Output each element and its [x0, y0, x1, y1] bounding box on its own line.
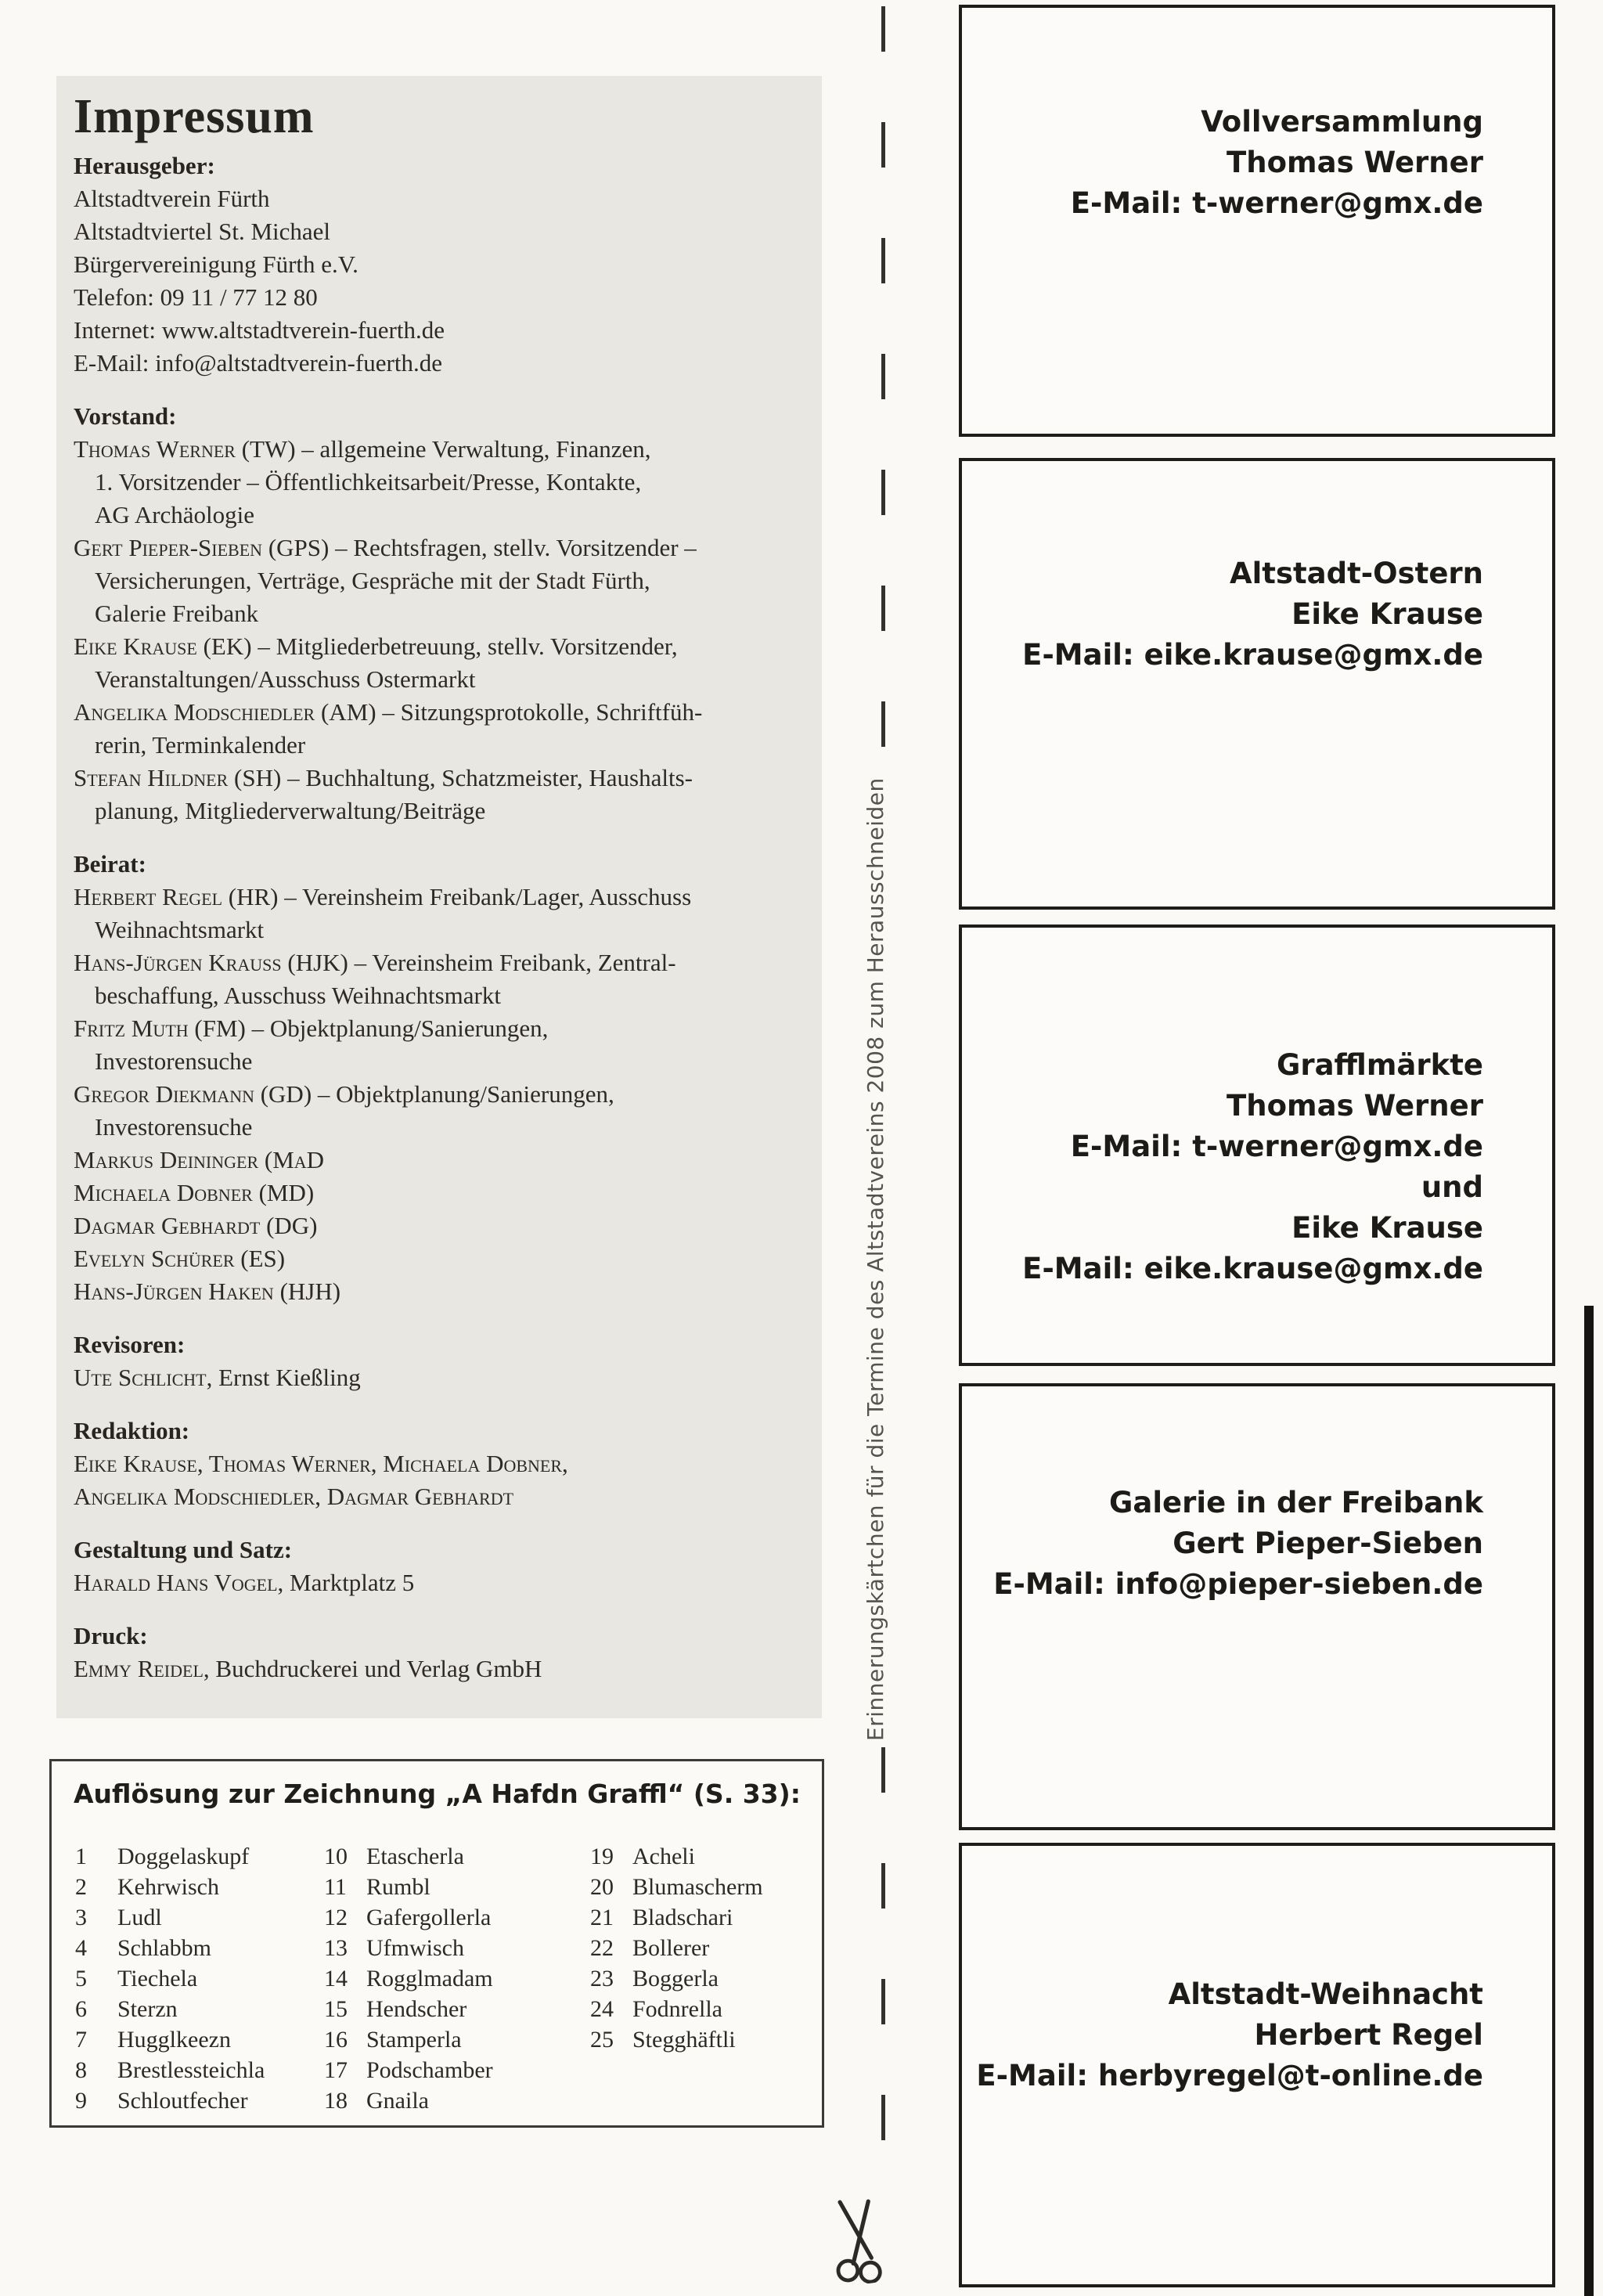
list-item: [75, 2024, 265, 2055]
section-heading: Druck:: [74, 1622, 148, 1650]
card-line: E-Mail: t-werner@gmx.de: [1070, 1130, 1483, 1163]
impressum-line: [74, 1111, 803, 1144]
text-run: Thomas Werner: [74, 435, 236, 463]
list-item: [75, 2055, 265, 2085]
text-run: Eike Krause, Thomas Werner, Michaela Dobner,: [74, 1450, 568, 1478]
event-card-altstadt-ostern: [959, 458, 1555, 910]
impressum-line: [74, 532, 803, 564]
text-run: (HJH): [273, 1278, 341, 1306]
text-run: Harald Hans Vogel: [74, 1569, 278, 1597]
impressum-line: [74, 1653, 803, 1685]
list-item: [75, 1963, 265, 1994]
list-item: [324, 2055, 493, 2085]
item-label: Gnaila: [366, 2088, 429, 2114]
impressum-line: [74, 1275, 803, 1308]
item-number: 20: [590, 1874, 614, 1900]
item-number: 14: [324, 1966, 348, 1991]
item-number: 16: [324, 2027, 348, 2053]
text-run: beschaffung, Ausschuss Weihnachtsmarkt: [95, 982, 501, 1010]
item-label: Hendscher: [366, 1996, 467, 2022]
impressum-line: [74, 314, 803, 347]
item-label: Hugglkeezn: [117, 2027, 231, 2053]
impressum-section: [74, 1534, 803, 1599]
text-run: (EK) – Mitgliederbetreuung, stellv. Vorsitzender,: [196, 633, 678, 661]
impressum-line: [74, 1209, 803, 1242]
card-line: E-Mail: info@pieper-sieben.de: [993, 1567, 1483, 1601]
text-run: Investorensuche: [95, 1047, 253, 1076]
cut-dashed-line-top: [881, 6, 885, 750]
item-label: Etascherla: [366, 1844, 464, 1869]
impressum-line: [74, 696, 803, 729]
list-item: [324, 2085, 493, 2116]
list-item: [324, 1872, 493, 1902]
item-number: 18: [324, 2088, 348, 2114]
card-text: [962, 8, 1552, 224]
item-number: 9: [75, 2088, 87, 2114]
card-line: Eike Krause: [1291, 1211, 1483, 1245]
card-line: Gert Pieper-Sieben: [1173, 1526, 1483, 1560]
section-heading: Vorstand:: [74, 402, 177, 431]
list-item: [324, 1933, 493, 1963]
item-label: Tiechela: [117, 1966, 198, 1991]
item-number: 17: [324, 2057, 348, 2083]
list-item: [75, 1872, 265, 1902]
item-label: Fodnrella: [632, 1996, 722, 2022]
list-item: [590, 1933, 763, 1963]
impressum-section: [74, 848, 803, 1308]
item-label: Rogglmadam: [366, 1966, 493, 1991]
list-item: [324, 2024, 493, 2055]
impressum-line: [74, 248, 803, 281]
impressum-section: [74, 1328, 803, 1394]
text-run: (HR) – Vereinsheim Freibank/Lager, Ausschuss: [222, 883, 692, 911]
text-run: (DG): [260, 1212, 318, 1240]
item-label: Stegghäftli: [632, 2027, 736, 2053]
impressum-line: [74, 729, 803, 762]
card-text: [962, 928, 1552, 1289]
impressum-line: [74, 762, 803, 795]
impressum-line: [74, 499, 803, 532]
text-run: , Buchdruckerei und Verlag GmbH: [203, 1655, 542, 1683]
text-run: rerin, Terminkalender: [95, 731, 306, 759]
text-run: , Marktplatz 5: [277, 1569, 415, 1597]
impressum-line: [74, 1144, 803, 1177]
text-run: Gert Pieper-Sieben: [74, 534, 263, 562]
card-line: Vollversammlung: [1201, 105, 1483, 139]
text-run: planung, Mitgliederverwaltung/Beiträge: [95, 797, 486, 825]
impressum-line: [74, 1012, 803, 1045]
item-label: Doggelaskupf: [117, 1844, 250, 1869]
text-run: Markus Deininger (MaD: [74, 1146, 325, 1174]
item-label: Kehrwisch: [117, 1874, 219, 1900]
card-text: [962, 1846, 1552, 2096]
list-item: [590, 1872, 763, 1902]
item-label: Ufmwisch: [366, 1935, 464, 1961]
text-run: AG Archäologie: [95, 501, 255, 529]
text-run: (FM) – Objektplanung/Sanierungen,: [188, 1015, 549, 1043]
card-line: E-Mail: herbyregel@t-online.de: [976, 2059, 1483, 2092]
item-number: 2: [75, 1874, 87, 1900]
list-item: [75, 1994, 265, 2024]
impressum-line: [74, 946, 803, 979]
text-run: Dagmar Gebhardt: [74, 1212, 261, 1240]
text-run: Angelika Modschiedler: [74, 698, 315, 726]
text-run: (HJK) – Vereinsheim Freibank, Zentral-: [281, 949, 676, 977]
item-number: 11: [324, 1874, 347, 1900]
section-heading: Gestaltung und Satz:: [74, 1536, 293, 1564]
item-label: Bollerer: [632, 1935, 710, 1961]
item-label: Bladschari: [632, 1905, 733, 1930]
text-run: Telefon: 09 11 / 77 12 80: [74, 283, 318, 312]
text-run: Versicherungen, Verträge, Gespräche mit der Stadt Fürth,: [95, 567, 650, 595]
item-number: 5: [75, 1966, 87, 1991]
cut-dashed-line-bottom: [881, 1747, 885, 2206]
impressum-line: [74, 881, 803, 914]
event-card-grafflmaerkte: [959, 925, 1555, 1366]
impressum-line: [74, 597, 803, 630]
item-label: Stamperla: [366, 2027, 462, 2053]
text-run: Herbert Regel: [74, 883, 223, 911]
text-run: (ES): [234, 1245, 286, 1273]
list-item: [324, 1841, 493, 1872]
impressum-line: [74, 914, 803, 946]
item-label: Gafergollerla: [366, 1905, 492, 1930]
impressum-line: [74, 433, 803, 466]
text-run: Gregor Diekmann: [74, 1080, 254, 1108]
impressum-line: [74, 215, 803, 248]
text-run: 1. Vorsitzender – Öffentlichkeitsarbeit/Presse, Kontakte,: [95, 468, 642, 496]
text-run: Galerie Freibank: [95, 600, 259, 628]
impressum-line: [74, 1566, 803, 1599]
item-number: 3: [75, 1905, 87, 1930]
impressum-line: [74, 182, 803, 215]
item-label: Sterzn: [117, 1996, 178, 2022]
impressum-line: [74, 1045, 803, 1078]
impressum-line: [74, 979, 803, 1012]
list-item: [324, 1963, 493, 1994]
page-title: Impressum: [74, 90, 315, 143]
impressum-line: [74, 630, 803, 663]
impressum-line: [74, 663, 803, 696]
impressum-sections: [74, 150, 803, 1685]
aufloesung-column-2: [324, 1841, 493, 2116]
text-run: Weihnachtsmarkt: [95, 916, 265, 944]
list-item: [75, 1841, 265, 1872]
card-text: [962, 461, 1552, 676]
item-label: Ludl: [117, 1905, 162, 1930]
item-number: 22: [590, 1935, 614, 1961]
text-run: (GPS) – Rechtsfragen, stellv. Vorsitzender –: [262, 534, 697, 562]
impressum-line: [74, 1242, 803, 1275]
item-label: Boggerla: [632, 1966, 719, 1991]
list-item: [75, 1902, 265, 1933]
list-item: [590, 1841, 763, 1872]
text-run: Hans-Jürgen Haken: [74, 1278, 274, 1306]
list-item: [324, 1994, 493, 2024]
impressum-line: [74, 1480, 803, 1513]
item-label: Brestlessteichla: [117, 2057, 265, 2083]
text-run: Fritz Muth: [74, 1015, 189, 1043]
item-number: 24: [590, 1996, 614, 2022]
list-item: [75, 2085, 265, 2116]
card-line: E-Mail: eike.krause@gmx.de: [1022, 638, 1483, 672]
text-run: (MD): [252, 1179, 315, 1207]
section-heading: Herausgeber:: [74, 152, 215, 180]
text-run: Internet: www.altstadtverein-fuerth.de: [74, 316, 445, 344]
item-label: Blumascherm: [632, 1874, 763, 1900]
text-run: (GD) – Objektplanung/Sanierungen,: [254, 1080, 614, 1108]
card-line: Altstadt-Weihnacht: [1168, 1977, 1483, 2011]
text-run: (SH) – Buchhaltung, Schatzmeister, Haushalts-: [228, 764, 693, 792]
impressum-section: [74, 150, 803, 380]
card-line: E-Mail: t-werner@gmx.de: [1070, 186, 1483, 220]
item-label: Rumbl: [366, 1874, 430, 1900]
impressum-line: [74, 564, 803, 597]
text-run: Stefan Hildner: [74, 764, 229, 792]
card-line: Thomas Werner: [1227, 1089, 1483, 1123]
item-number: 21: [590, 1905, 614, 1930]
item-label: Acheli: [632, 1844, 695, 1869]
text-run: Ute Schlicht: [74, 1364, 207, 1392]
card-line: und: [1421, 1170, 1483, 1204]
event-card-galerie-freibank: [959, 1383, 1555, 1830]
item-number: 4: [75, 1935, 87, 1961]
list-item: [324, 1902, 493, 1933]
item-number: 8: [75, 2057, 87, 2083]
text-run: Angelika Modschiedler, Dagmar Gebhardt: [74, 1483, 514, 1511]
text-run: Altstadtverein Fürth: [74, 185, 270, 213]
item-number: 23: [590, 1966, 614, 1991]
card-text: [962, 1386, 1552, 1605]
text-run: Bürgervereinigung Fürth e.V.: [74, 251, 358, 279]
aufloesung-column-1: [75, 1841, 265, 2116]
item-label: Schlabbm: [117, 1935, 211, 1961]
card-line: Thomas Werner: [1227, 146, 1483, 179]
item-number: 1: [75, 1844, 87, 1869]
item-number: 6: [75, 1996, 87, 2022]
card-line: Galerie in der Freibank: [1109, 1486, 1483, 1519]
list-item: [590, 1963, 763, 1994]
item-number: 7: [75, 2027, 87, 2053]
event-card-vollversammlung: [959, 5, 1555, 437]
item-label: Schloutfecher: [117, 2088, 248, 2114]
cutline-label: Erinnerungskärtchen für die Termine des Altstadtvereins 2008 zum Herausschneiden: [863, 777, 888, 1741]
item-number: 12: [324, 1905, 348, 1930]
item-label: Podschamber: [366, 2057, 493, 2083]
text-run: Eike Krause: [74, 633, 197, 661]
impressum-line: [74, 1177, 803, 1209]
impressum-line: [74, 281, 803, 314]
card-line: E-Mail: eike.krause@gmx.de: [1022, 1252, 1483, 1285]
card-line: Altstadt-Ostern: [1229, 557, 1483, 590]
card-line: Grafflmärkte: [1276, 1048, 1483, 1082]
text-run: Michaela Dobner: [74, 1179, 253, 1207]
list-item: [590, 2024, 763, 2055]
list-item: [75, 1933, 265, 1963]
text-run: (AM) – Sitzungsprotokolle, Schriftfüh-: [315, 698, 703, 726]
aufloesung-box: [49, 1759, 824, 2128]
impressum-line: [74, 347, 803, 380]
impressum-line: [74, 1447, 803, 1480]
item-number: 15: [324, 1996, 348, 2022]
item-number: 19: [590, 1844, 614, 1869]
scan-edge-shadow: [1584, 1306, 1594, 2296]
item-number: 25: [590, 2027, 614, 2053]
text-run: Altstadtviertel St. Michael: [74, 218, 331, 246]
impressum-section: [74, 400, 803, 827]
impressum-section: [74, 1415, 803, 1513]
impressum-line: [74, 466, 803, 499]
text-run: Veranstaltungen/Ausschuss Ostermarkt: [95, 665, 476, 694]
aufloesung-column-3: [590, 1841, 763, 2055]
card-line: Eike Krause: [1291, 597, 1483, 631]
impressum-line: [74, 1078, 803, 1111]
item-number: 13: [324, 1935, 348, 1961]
section-heading: Redaktion:: [74, 1417, 190, 1445]
text-run: Emmy Reidel: [74, 1655, 204, 1683]
aufloesung-title: Auflösung zur Zeichnung „A Hafdn Graffl“ (S. 33):: [74, 1779, 801, 1809]
text-run: Investorensuche: [95, 1113, 253, 1141]
text-run: (TW) – allgemeine Verwaltung, Finanzen,: [235, 435, 651, 463]
text-run: Hans-Jürgen Krauss: [74, 949, 282, 977]
list-item: [590, 1994, 763, 2024]
impressum-section: [74, 1620, 803, 1685]
section-heading: Revisoren:: [74, 1331, 186, 1359]
item-number: 10: [324, 1844, 348, 1869]
list-item: [590, 1902, 763, 1933]
scissors-icon: [820, 2191, 899, 2289]
text-run: , Ernst Kießling: [206, 1364, 361, 1392]
card-line: Herbert Regel: [1254, 2018, 1483, 2052]
text-run: Evelyn Schürer: [74, 1245, 235, 1273]
section-heading: Beirat:: [74, 850, 146, 878]
impressum-panel: [56, 76, 822, 1718]
impressum-line: [74, 795, 803, 827]
event-card-altstadt-weihnacht: [959, 1843, 1555, 2287]
text-run: E-Mail: info@altstadtverein-fuerth.de: [74, 349, 442, 377]
impressum-line: [74, 1361, 803, 1394]
